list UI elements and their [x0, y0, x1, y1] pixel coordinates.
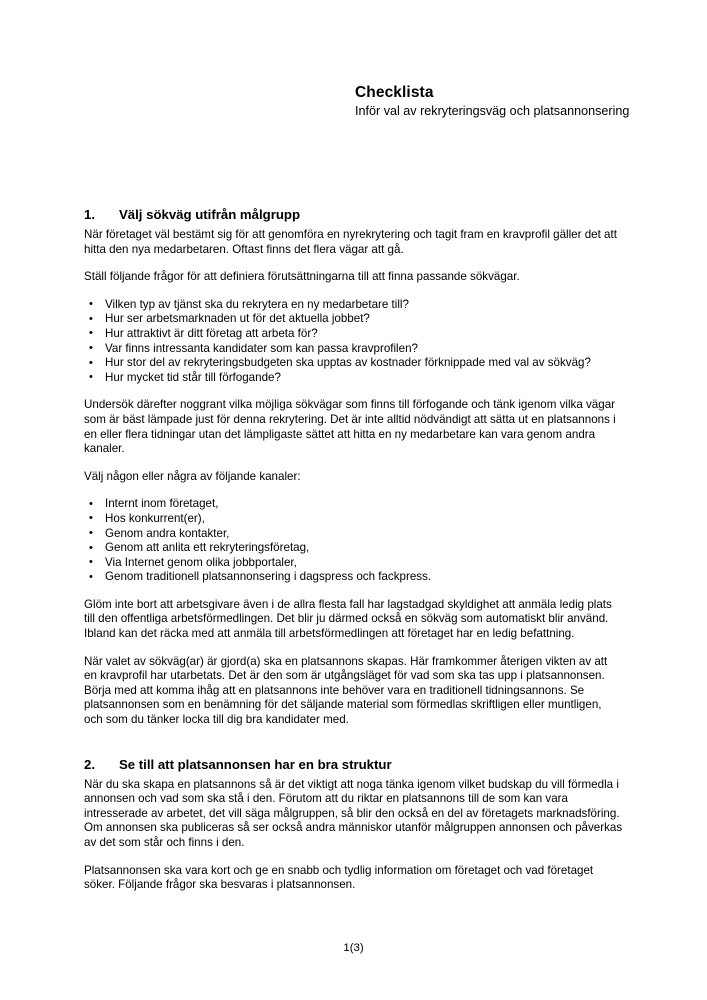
list-item: • Genom andra kontakter, [84, 527, 623, 542]
list-item: • Hur mycket tid står till förfogande? [84, 371, 623, 386]
section-1-channels-list [84, 497, 623, 585]
list-item: • Vilken typ av tjänst ska du rekrytera en ny medarbetare till? [84, 298, 623, 313]
section-1-title: Välj sökväg utifrån målgrupp [119, 207, 300, 222]
document-title-block [355, 83, 635, 120]
document-body [84, 206, 623, 906]
section-1-after-choice-paragraph: När valet av sökväg(ar) är gjord(a) ska en platsannons skapas. Här framkommer återigen vikten av att en kravprofil har utarbetats. Det är den som är utgångsläget för vad som ska tas upp i platsannonsen. Börja med att komma ihåg att en platsannons inte behöver vara en traditionell tidningsannons. Se platsannonsen som en benämning för det säljande material som förmedlas skriftligen eller muntligen, och som du tänker locka till dig bra kandidater med. [84, 654, 608, 727]
section-1-number: 1. [84, 207, 95, 222]
section-2-title: Se till att platsannonsen har en bra struktur [119, 756, 392, 772]
list-item: • Internt inom företaget, [84, 497, 623, 512]
section-2-number: 2. [84, 756, 95, 772]
section-1-employment-agency-paragraph: Glöm inte bort att arbetsgivare även i de allra flesta fall har lagstadgad skyldighet att anmäla ledig plats till den offentliga arbetsförmedlingen. Det blir ju därmed också en sökväg som automatiskt blir använd. Ibland kan det räcka med att anmäla till arbetsförmedlingen att företaget har en ledig befattning. [84, 597, 612, 641]
page-number: 1(3) [343, 942, 364, 954]
list-item: • Genom traditionell platsannonsering i dagspress och fackpress. [84, 570, 623, 585]
section-1-questions-list [84, 298, 623, 386]
list-item: • Genom att anlita ett rekryteringsföretag, [84, 541, 623, 556]
section-2-short-paragraph: Platsannonsen ska vara kort och ge en snabb och tydlig information om företaget och vad företaget söker. Följande frågor ska besvaras i platsannonsen. [84, 863, 594, 892]
list-item: • Var finns intressanta kandidater som kan passa kravprofilen? [84, 342, 623, 357]
list-item: • Hos konkurrent(er), [84, 512, 623, 527]
section-divider-spacer [84, 741, 623, 756]
list-item: • Hur attraktivt är ditt företag att arbeta för? [84, 327, 623, 342]
section-2-heading [84, 756, 623, 773]
section-1-heading [84, 206, 623, 223]
list-item: • Via Internet genom olika jobbportaler, [84, 556, 623, 571]
section-2-create-paragraph: När du ska skapa en platsannons så är det viktigt att noga tänka igenom vilket budskap du vill förmedla i annonsen och vad som ska stå i den. Förutom att du riktar en platsannons till de som kan vara intresserade av arbetet, det vill säga målgruppen, så blir den också en del av företagets marknadsföring. Om annonsen ska publiceras så ser också andra människor utanför målgruppen annonsen och påverkas av det som står och finns i den. [84, 777, 623, 849]
section-1-questions-lead-in: Ställ följande frågor för att definiera förutsättningarna till att finna passande sökvägar. [84, 270, 520, 284]
section-1-intro-paragraph: När företaget väl bestämt sig för att genomföra en nyrekrytering och tagit fram en kravprofil gäller det att hitta den nya medarbetaren. Oftast finns det flera vägar att gå. [84, 228, 617, 256]
page-footer [0, 938, 707, 956]
list-item: • Hur ser arbetsmarknaden ut för det aktuella jobbet? [84, 312, 623, 327]
section-1-investigate-paragraph: Undersök därefter noggrant vilka möjliga sökvägar som finns till förfogande och tänk igenom vilka vägar som är bäst lämpade just för denna rekrytering. Det är inte alltid nödvändigt att sätta ut en platsannons i en eller flera tidningar utan det lämpligaste sättet att hitta en ny medarbetare kan vara genom andra kanaler. [84, 398, 616, 456]
section-1-channels-lead-in: Välj någon eller några av följande kanaler: [84, 469, 301, 483]
document-title: Checklista [355, 84, 434, 101]
list-item: • Hur stor del av rekryteringsbudgeten ska upptas av kostnader förknippade med val av sökväg? [84, 356, 623, 371]
document-subtitle: Inför val av rekryteringsväg och platsannonsering [355, 104, 630, 118]
